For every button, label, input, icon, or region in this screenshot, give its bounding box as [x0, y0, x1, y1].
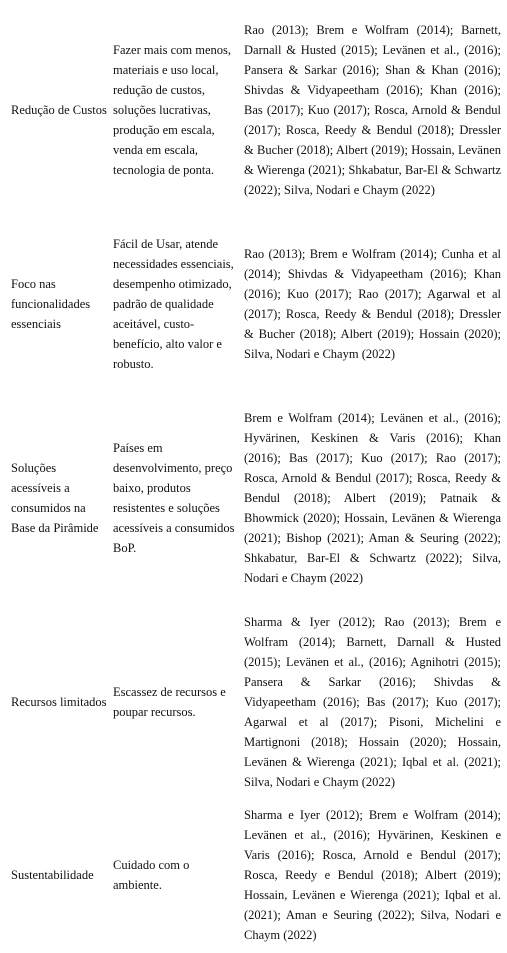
description-text: Cuidado com o ambiente.: [113, 858, 190, 892]
category-label: Soluções acessíveis a consumidos na Base da Pirâmide: [11, 460, 99, 535]
category-cell: [0, 604, 111, 799]
table-row: [0, 391, 507, 604]
references-cell: Sharma & Iyer (2012); Rao (2013); Brem e Wolfram (2014); Barnett, Darnall & Husted (2015); Levänen et al., (2016); Agnihotri (2015); Pansera & Sarkar (2016); Shivdas & Vidyapeetham (2016); Bas (2017); Kuo (2017); Agarwal et al (2017); Pisoni, Michelini e Martignoni (2018); Hossain (2020); Hossain, Levänen & Wierenga (2021); Iqbal et al. (2021); Silva, Nodari e Chaym (2022): [244, 614, 501, 789]
table-row: [0, 3, 507, 216]
innovation-references-table: [0, 3, 507, 951]
references-cell: Rao (2013); Brem e Wolfram (2014); Cunha et al (2014); Shivdas & Vidyapeetham (2016); Khan (2016); Kuo (2017); Rao (2017); Agarwal et al (2017); Rosca, Reedy & Bendul (2018); Dressler & Bucher (2018); Albert (2019); Hossain (2020); Silva, Nodari e Chaym (2022): [244, 246, 501, 361]
description-cell: [111, 3, 243, 216]
table-row: [0, 799, 507, 951]
category-cell: [0, 391, 111, 604]
table-row: [0, 216, 507, 391]
category-cell: [0, 216, 111, 391]
category-label: Foco nas funcionalidades essenciais: [11, 276, 91, 331]
description-cell: [111, 391, 243, 604]
description-text: Escassez de recursos e poupar recursos.: [113, 684, 226, 719]
table-row: [0, 604, 507, 799]
references-cell: Sharma e Iyer (2012); Brem e Wolfram (2014); Levänen et al., (2016); Hyvärinen, Keskinen e Varis (2016); Rosca, Arnold e Bendul (2017); Rosca, Reedy e Bendul (2018); Albert (2019); Hossain, Levänen e Wierenga (2021); Iqbal et al. (2021); Aman e Seuring (2022); Silva, Nodari e Chaym (2022): [244, 808, 501, 942]
category-cell: [0, 799, 111, 951]
references-cell: Brem e Wolfram (2014); Levänen et al., (2016); Hyvärinen, Keskinen & Varis (2016); Khan (2016); Bas (2017); Kuo (2017); Rao (2017); Rosca, Arnold & Bendul (2017); Rosca, Reedy & Bendul (2018); Albert (2019); Patnaik & Bhowmick (2020); Hossain, Levänen & Wierenga (2021); Bishop (2021); Aman & Seuring (2022); Shkabatur, Bar-El & Schwartz (2022); Silva, Nodari e Chaym (2022): [244, 410, 501, 585]
category-cell: [0, 3, 111, 216]
category-label: Sustentabilidade: [11, 868, 94, 882]
description-text: Fácil de Usar, atende necessidades essenciais, desempenho otimizado, padrão de qualidade aceitável, custo-benefício, alto valor e robusto.: [113, 236, 234, 371]
description-cell: [111, 216, 243, 391]
description-cell: [111, 604, 243, 799]
references-cell: Rao (2013); Brem e Wolfram (2014); Barnett, Darnall & Husted (2015); Levänen et al., (2016); Pansera & Sarkar (2016); Shan & Khan (2016); Shivdas & Vidyapeetham (2016); Khan (2016); Bas (2017); Kuo (2017); Rosca, Arnold & Bendul (2017); Rosca, Reedy & Bendul (2018); Dressler & Bucher (2018); Albert (2019); Hossain, Levänen & Wierenga (2021); Shkabatur, Bar-El & Schwartz (2022); Silva, Nodari e Chaym (2022): [244, 22, 501, 197]
category-label: Recursos limitados: [11, 694, 107, 709]
description-cell: [111, 799, 243, 951]
description-text: Fazer mais com menos, materiais e uso local, redução de custos, soluções lucrativas, produção em escala, venda em escala, tecnologia de ponta.: [113, 42, 232, 177]
description-text: Países em desenvolvimento, preço baixo, produtos resistentes e soluções acessíveis a consumidos BoP.: [113, 440, 235, 555]
category-label: Redução de Custos: [11, 102, 107, 117]
